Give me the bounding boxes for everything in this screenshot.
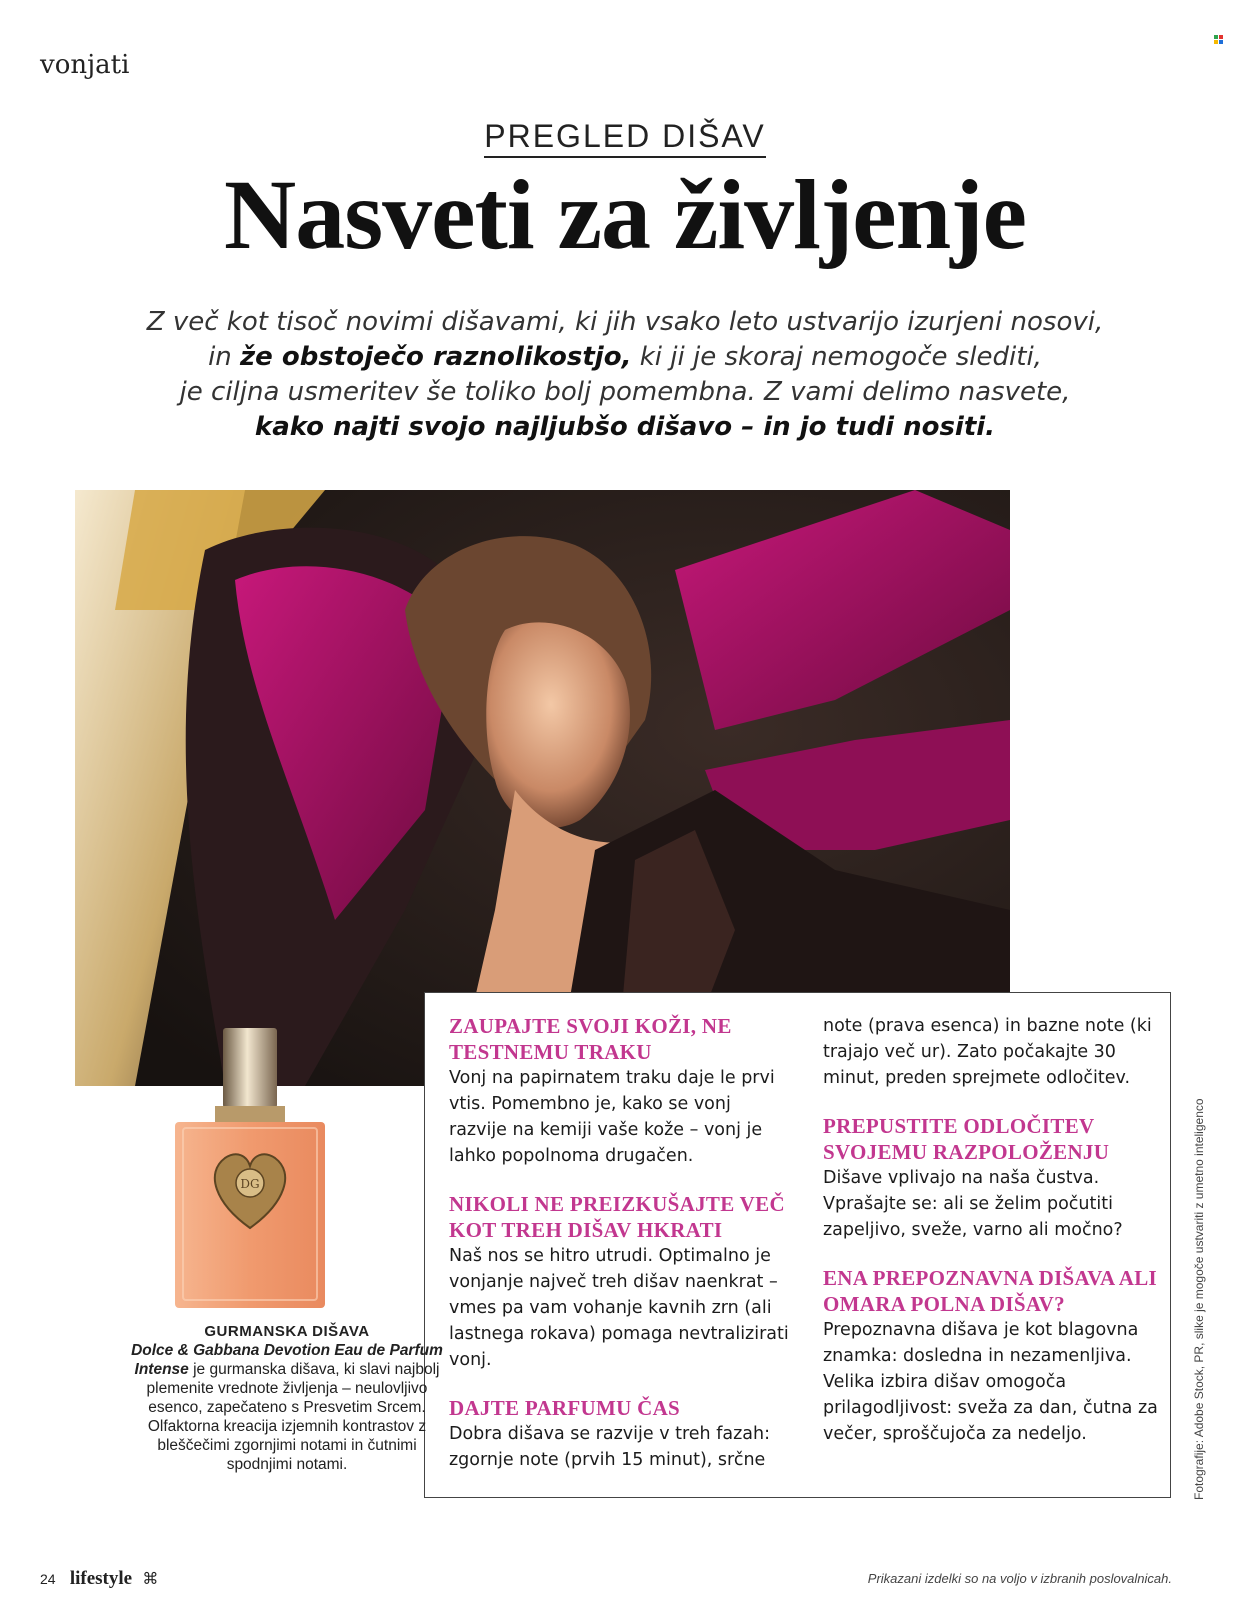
svg-text:DG: DG: [240, 1177, 260, 1191]
tip-heading: ZAUPAJTE SVOJI KOŽI, NE TESTNEMU TRAKU: [449, 1014, 732, 1064]
tip-text: Naš nos se hitro utrudi. Optimalno je vonjanje največ treh dišav naenkrat – vmes pa vam vohanje kavnih zrn (ali lastnega rokava) pomaga nevtralizirati vonj.: [449, 1246, 789, 1370]
lede-line-2c: ki ji je skoraj nemogoče slediti,: [631, 342, 1042, 372]
perfume-bottle-image: [175, 1028, 325, 1310]
lede-line-3: je ciljna usmeritev še toliko bolj pomembna. Z vami delimo nasvete,: [179, 377, 1071, 407]
product-title: GURMANSKA DIŠAVA: [204, 1323, 370, 1340]
product-caption: [128, 1322, 446, 1474]
tip-heading: PREPUSTITE ODLOČITEV SVOJEMU RAZPOLOŽENJU: [823, 1114, 1110, 1164]
lede-emphasis: že obstoječo raznolikostjo,: [240, 342, 632, 372]
tip-text: Dobra dišava se razvije v treh fazah: zgornje note (prvih 15 minut), srčne: [449, 1424, 770, 1470]
lede-line-2a: in: [208, 342, 241, 372]
product-desc-text: je gurmanska dišava, ki slavi najbolj plemenite vrednote življenja – neulovljivo esenco, zapečateno s Presvetim Srcem. Olfaktorna kreacija izjemnih kontrastov z bleščečimi zgornjimi notami in čutnimi spodnjimi notami.: [146, 1361, 440, 1473]
section-label: vonjati: [40, 50, 130, 80]
headline: Nasveti za življenje: [224, 159, 1026, 270]
kicker-text: PREGLED DIŠAV: [484, 118, 765, 158]
product-name: Dolce & Gabbana Devotion Eau de Parfum Intense: [131, 1342, 443, 1378]
tips-column-right: [823, 1013, 1168, 1469]
magazine-brand: lifestyle: [69, 1568, 133, 1589]
photo-credit: Fotografije: Adobe Stock, PR, slike je mogoče ustvariti z umetno inteligenco: [1192, 1098, 1206, 1500]
product-description: [128, 1341, 446, 1474]
brand-logo-icon: ⌘: [142, 1571, 159, 1588]
tip-text: Dišave vplivajo na naša čustva. Vprašajte se: ali se želim počutiti zapeljivo, sveže, varno ali močno?: [823, 1168, 1123, 1240]
footer-note: Prikazani izdelki so na voljo v izbranih poslovalnicah.: [867, 1571, 1172, 1586]
tip-text: Prepoznavna dišava je kot blagovna znamka: dosledna in nezamenljiva. Velika izbira dišav omogoča prilagodljivost: sveža za dan, čutna za večer, sproščujoča za nedeljo.: [823, 1320, 1158, 1444]
footer-left: [40, 1568, 158, 1590]
lede-line-1: Z več kot tisoč novimi dišavami, ki jih vsako leto ustvarijo izurjeni nosovi,: [146, 307, 1104, 337]
tip-text-continued: note (prava esenca) in bazne note (ki trajajo več ur). Zato počakajte 30 minut, preden sprejmete odločitev.: [823, 1016, 1152, 1088]
tips-column-left: [449, 1013, 794, 1495]
tip-heading: ENA PREPOZNAVNA DIŠAVA ALI OMARA POLNA DIŠAV?: [823, 1266, 1157, 1316]
tip-heading: DAJTE PARFUMU ČAS: [449, 1396, 681, 1420]
lede-line-4: [80, 410, 1170, 445]
tips-box: [424, 992, 1171, 1498]
kicker: [0, 118, 1250, 155]
tip-text: Vonj na papirnatem traku daje le prvi vtis. Pomembno je, kako se vonj razvije na kemiji vaše kože – vonj je lahko popolnoma drugačen.: [449, 1068, 775, 1166]
corner-mark-icon: [1214, 30, 1224, 40]
lede-line-2: [80, 340, 1170, 375]
lede-closing: kako najti svojo najljubšo dišavo – in jo tudi nositi.: [254, 412, 996, 442]
lede: [80, 305, 1170, 445]
tip-heading: NIKOLI NE PREIZKUŠAJTE VEČ KOT TREH DIŠAV HKRATI: [449, 1192, 785, 1242]
page-number: 24: [40, 1571, 56, 1587]
